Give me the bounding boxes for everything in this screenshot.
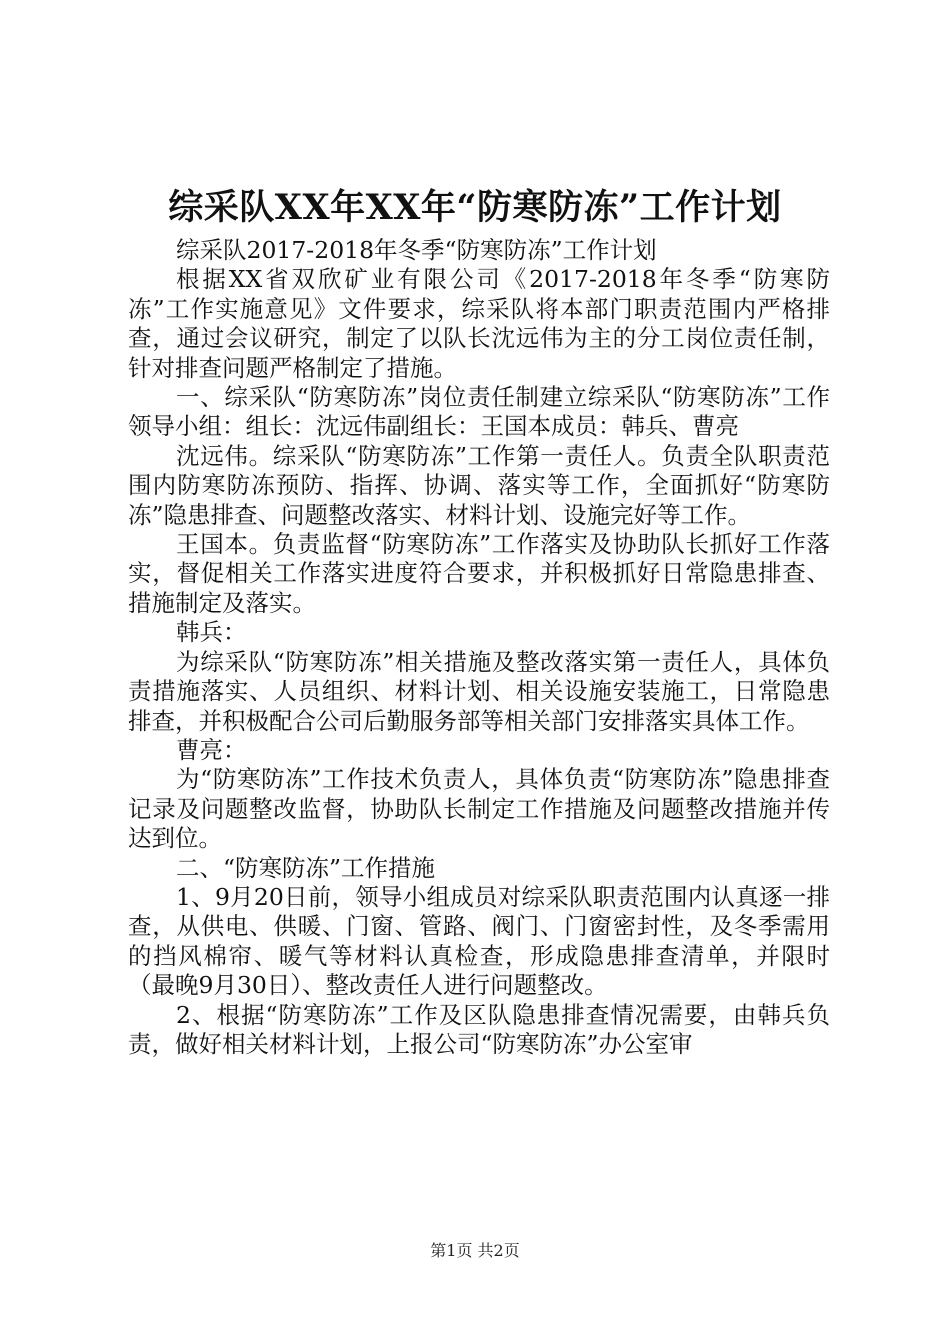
paragraph-subtitle: 综采队2017-2018年冬季“防寒防冻”工作计划 [176,236,657,264]
paragraph-member-caoliang-label: 曹亮： [176,735,247,764]
document-title: 综采队XX年XX年“防寒防冻”工作计划 [168,187,782,228]
document-body [128,236,830,1059]
paragraph-section-two: 二、“防寒防冻”工作措施 [176,853,436,882]
paragraph-member-hanbing-duty: 为综采队“防寒防冻”相关措施及整改落实第一责任人，具体负责措施落实、人员组织、材料计划、相关设施安装施工，日常隐患排查，并积极配合公司后勤服务部等相关部门安排落实具体工作。 [128,647,830,735]
paragraph-member-caoliang-duty: 为“防寒防冻”工作技术负责人，具体负责“防寒防冻”隐患排查记录及问题整改监督，协助队长制定工作措施及问题整改措施并传达到位。 [128,765,830,853]
paragraph-section-one: 一、综采队“防寒防冻”岗位责任制建立综采队“防寒防冻”工作领导小组：组长：沈远伟副组长：王国本成员：韩兵、曹亮 [128,383,830,441]
paragraph-measure-2: 2、根据“防寒防冻”工作及区队隐患排查情况需要，由韩兵负责，做好相关材料计划，上报公司“防寒防冻”办公室审 [128,1000,830,1058]
paragraph-measure-1: 1、9月20日前，领导小组成员对综采队职责范围内认真逐一排查，从供电、供暖、门窗、管路、阀门、门窗密封性，及冬季需用的挡风棉帘、暖气等材料认真检查，形成隐患排查清单，并限时（最晚9月30日）、整改责任人进行问题整改。 [128,882,830,1000]
paragraph-member-hanbing-label: 韩兵： [176,618,247,647]
page-number-footer: 第1页 共2页 [430,1241,520,1260]
paragraph-leader-duty: 沈远伟。综采队“防寒防冻”工作第一责任人。负责全队职责范围内防寒防冻预防、指挥、协调、落实等工作，全面抓好“防寒防冻”隐患排查、问题整改落实、材料计划、设施完好等工作。 [128,441,830,529]
paragraph-intro: 根据XX省双欣矿业有限公司《2017-2018年冬季“防寒防冻”工作实施意见》文件要求，综采队将本部门职责范围内严格排查，通过会议研究，制定了以队长沈远伟为主的分工岗位责任制，针对排查问题严格制定了措施。 [128,265,830,382]
paragraph-deputy-duty: 王国本。负责监督“防寒防冻”工作落实及协助队长抓好工作落实，督促相关工作落实进度符合要求，并积极抓好日常隐患排查、措施制定及落实。 [128,530,830,617]
